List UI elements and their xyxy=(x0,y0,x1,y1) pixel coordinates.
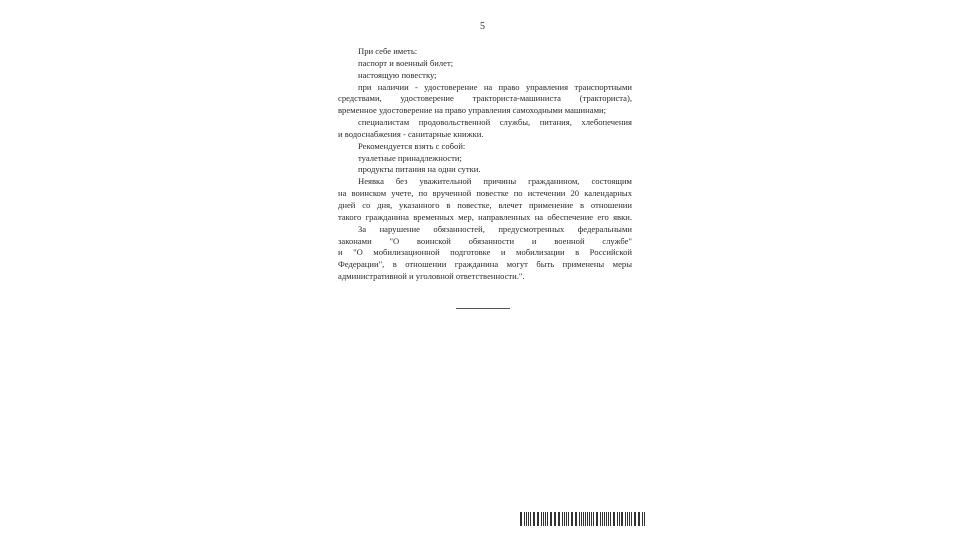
text-line: и водоснабжения - санитарные книжки. xyxy=(338,128,484,139)
barcode-bar xyxy=(597,512,598,526)
text-line: паспорт и военный билет; xyxy=(358,57,454,68)
text-line: временное удостоверение на право управления самоходными машинами; xyxy=(338,105,606,116)
page-number: 5 xyxy=(480,21,485,32)
barcode-bar xyxy=(572,512,573,526)
text-line: и "О мобилизационной подготовке и мобилизации в Российской xyxy=(338,247,632,258)
barcode-bar xyxy=(622,512,623,526)
barcode-bar xyxy=(604,512,605,526)
text-line: такого гражданина временных мер, направленных на обеспечение его явки. xyxy=(338,211,632,222)
barcode-bar xyxy=(617,512,618,526)
text-line: законами "О воинской обязанности и военной службе" xyxy=(338,235,632,246)
barcode-bar xyxy=(585,512,586,526)
barcode-bar xyxy=(635,512,636,526)
text-line: За нарушение обязанностей, предусмотренных федеральными xyxy=(358,223,632,234)
text-line: Федерации", в отношении гражданина могут быть применены меры xyxy=(338,259,632,270)
barcode xyxy=(520,512,646,526)
barcode-bar xyxy=(629,512,630,526)
barcode-bar xyxy=(642,512,643,526)
document-body xyxy=(338,46,632,283)
text-line: настоящую повестку; xyxy=(358,69,437,80)
text-line: средствами, удостоверение тракториста-машиниста (тракториста), xyxy=(338,93,632,104)
barcode-bar xyxy=(541,512,542,526)
barcode-bar xyxy=(610,512,611,526)
text-line: Неявка без уважительной причины гражданином, состоящим xyxy=(358,176,632,187)
barcode-bar xyxy=(521,512,522,526)
barcode-bar xyxy=(591,512,592,526)
barcode-bar xyxy=(534,512,535,526)
barcode-bar xyxy=(566,512,567,526)
text-line: При себе иметь: xyxy=(358,46,418,56)
text-line: на воинском учете, по врученной повестке по истечении 20 календарных xyxy=(338,188,632,199)
text-line: продукты питания на одни сутки. xyxy=(358,164,481,175)
text-line: административной и уголовной ответственности.". xyxy=(338,271,525,282)
divider-line xyxy=(456,308,510,309)
text-line: специалистам продовольственной службы, питания, хлебопечения xyxy=(358,117,632,128)
text-line: дней со дня, указанного в повестке, влечет применение в отношении xyxy=(338,199,632,210)
text-line: при наличии - удостоверение на право управления транспортными xyxy=(358,81,632,92)
text-line: Рекомендуется взять с собой: xyxy=(358,140,466,151)
barcode-bar xyxy=(579,512,580,526)
barcode-bar xyxy=(528,512,529,526)
text-line: туалетные принадлежности; xyxy=(358,152,462,163)
barcode-bar xyxy=(554,512,555,526)
barcode-bar xyxy=(559,512,560,526)
barcode-bar xyxy=(547,512,548,526)
